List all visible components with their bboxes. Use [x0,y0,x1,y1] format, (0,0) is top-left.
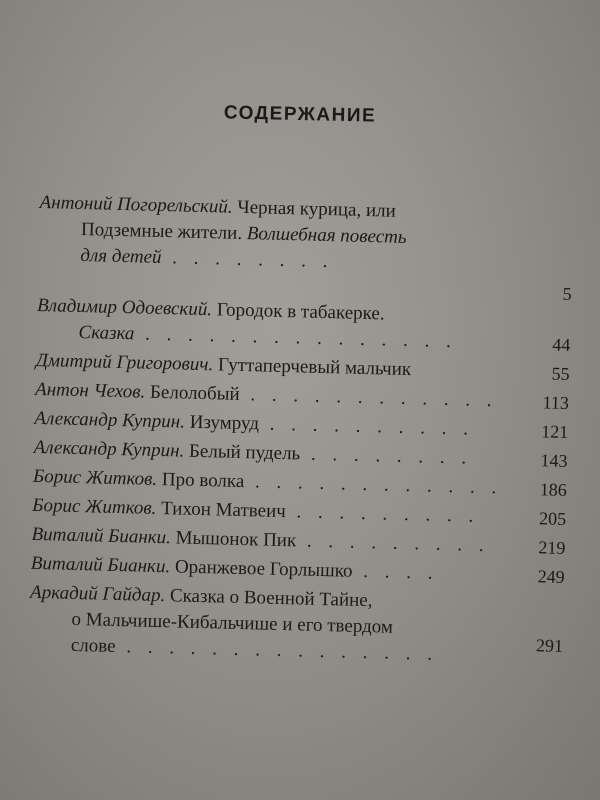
entry-title: Городок в табакерке. [211,299,385,325]
entry-author: Антон Чехов. [34,378,146,403]
leader-dots: . . . . . . . . . [285,501,480,527]
entry-title: Гуттаперчевый мальчик [212,354,412,381]
page-number: 186 [539,479,568,500]
entry-title: о Мальчише-Кибальчише и его твердом [71,608,394,638]
page-number: 5 [562,283,572,305]
toc-entry [36,293,577,358]
leader-dots: . . . . . . . . [299,443,473,469]
page-title: СОДЕРЖАНИЕ [223,102,377,127]
toc-entry [29,580,571,671]
table-of-contents [28,190,579,674]
entry-subtitle: Волшебная повесть [241,222,407,248]
entry-title: Белолобый [145,381,240,405]
page-number: 113 [542,392,570,413]
leader-dots: . . . . . . . . . . . . [239,383,498,412]
entry-title: Подземные жители. [80,219,243,244]
entry-author: Дмитрий Григорович. [35,349,214,376]
entry-title: Белый пудель [184,440,301,465]
entry-title: Оранжевое Горлышко [169,556,353,582]
leader-dots: . . . . [352,560,439,584]
page-number: 291 [535,635,564,656]
leader-dots: . . . . . . . . . . . . . . . [115,635,439,665]
page-number: 55 [551,363,570,384]
leader-dots: . . . . . . . . . . [258,413,475,440]
entry-title: Про волка [156,468,245,493]
leader-dots: . . . . . . . . . . . . [244,471,503,499]
leader-dots: . . . . . . . . . . . . . . . [134,323,458,353]
entry-author: Борис Житков. [32,494,157,519]
entry-title: Тихон Матвеич [156,497,287,523]
entry-title: Изумруд [184,411,260,435]
entry-author: Антоний Погорельский. [39,191,233,218]
entry-subtitle: для детей [80,245,162,268]
page-number: 249 [537,566,565,587]
entry-title: Черная курица, или [232,196,397,222]
entry-author: Александр Куприн. [34,407,186,433]
page-number: 121 [541,421,569,442]
entry-title: слове [70,634,116,657]
entry-author: Аркадий Гайдар. [29,581,166,607]
entry-author: Владимир Одоевский. [36,294,213,321]
entry-author: Борис Житков. [32,465,158,490]
leader-dots: . . . . . . . . [161,246,334,273]
page-number: 219 [538,537,566,558]
entry-title: Мышонок Пик [170,527,297,552]
page-number: 44 [552,334,571,356]
page-number: 143 [540,450,568,471]
toc-entry [38,190,580,303]
entry-author: Виталий Бианки. [30,552,171,578]
page-number: 205 [538,508,567,529]
entry-subtitle: Сказка [78,321,135,345]
entry-author: Александр Куприн. [33,436,185,462]
leader-dots: . . . . . . . . . [295,530,490,557]
entry-author: Виталий Бианки. [31,523,172,549]
entry-title: Сказка о Военной Тайне, [164,585,373,612]
